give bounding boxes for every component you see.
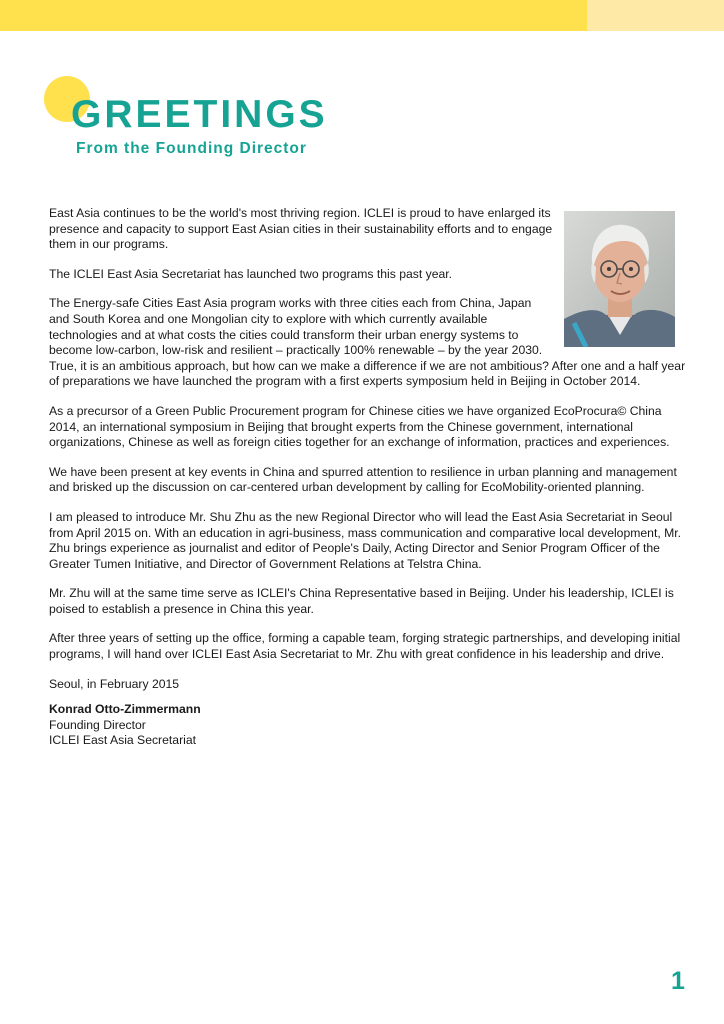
paragraph: As a precursor of a Green Public Procurement program for Chinese cities we have organized EcoProcura© China 2014, an international symposium in Beijing that brought experts from the Chinese government, international organizations, Chinese as well as foreign cities together for an exchange of information, practices and experiences. [49, 403, 670, 450]
top-decorative-bar-accent [587, 0, 724, 31]
paragraph: We have been present at key events in China and spurred attention to resilience in urban planning and management and brisked up the discussion on car-centered urban development by calling for EcoMobility-oriented planning. [49, 464, 677, 495]
letter-body [49, 206, 694, 749]
page-title: GREETINGS [71, 93, 328, 136]
top-decorative-bar [0, 0, 587, 31]
signature-block [49, 702, 694, 749]
signatory-name: Konrad Otto-Zimmermann [49, 702, 201, 717]
paragraph: East Asia continues to be the world's most thriving region. ICLEI is proud to have enlarged its presence and capacity to support East Asian cities in their sustainability efforts and to engage them in our programs. [49, 206, 553, 252]
paragraph: After three years of setting up the office, forming a capable team, forging strategic partnerships, and developing initial programs, I will hand over ICLEI East Asia Secretariat to Mr. Zhu with great confidence in his leadership and drive. [49, 631, 681, 662]
paragraph: The Energy-safe Cities East Asia program works with three cities each from China, Japan and South Korea and one Mongolian city to explore with which currently available technologies and at what costs the cities could transform their urban energy systems to become low-carbon, low-risk and resilient – practically 100% renewable – by the year 2030. True, it is an ambitious approach, but how can we make a difference if we are not ambitious? After one and a half year of preparations we have launched the program with a first experts symposium held in Beijing in October 2014. [49, 296, 686, 389]
paragraph: I am pleased to introduce Mr. Shu Zhu as the new Regional Director who will lead the East Asia Secretariat in Seoul from April 2015 on. With an education in agri-business, mass communication and comparative local development, Mr. Zhu brings experience as journalist and editor of People's Daily, Acting Director and Senior Program Officer of the Greater Tumen Initiative, and Director of Government Relations at Telstra China. [49, 509, 682, 571]
page-number: 1 [671, 967, 685, 995]
signatory-organization: ICLEI East Asia Secretariat [49, 733, 196, 748]
page-subtitle: From the Founding Director [76, 140, 307, 157]
signatory-role: Founding Director [49, 717, 146, 732]
paragraph: Mr. Zhu will at the same time serve as ICLEI's China Representative based in Beijing. Under his leadership, ICLEI is poised to establish a presence in China this year. [49, 586, 674, 616]
paragraph: The ICLEI East Asia Secretariat has launched two programs this past year. [49, 266, 453, 281]
place-date: Seoul, in February 2015 [49, 676, 180, 691]
